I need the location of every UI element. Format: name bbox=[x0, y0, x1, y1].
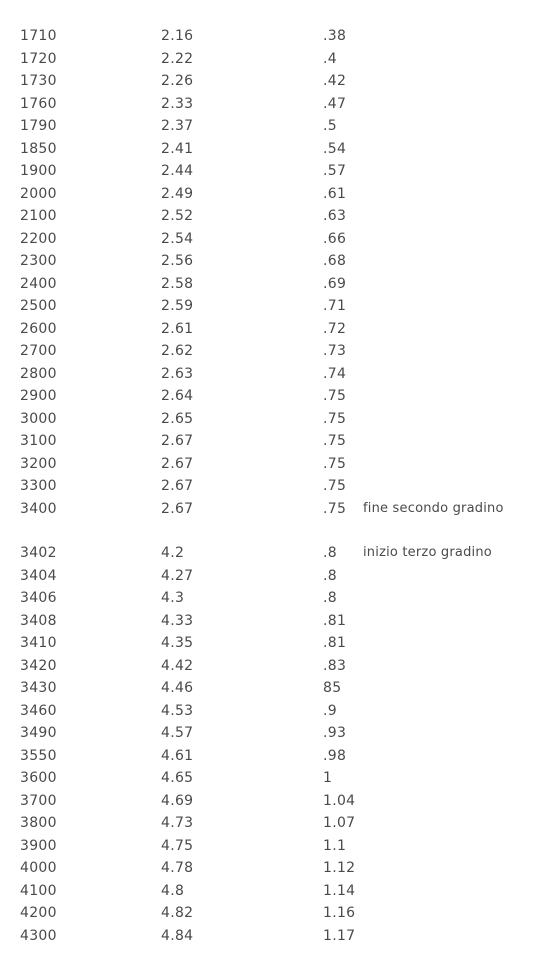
value-col-3: .81 bbox=[323, 635, 347, 651]
value-col-2: 2.67 bbox=[161, 433, 194, 449]
value-col-1: 2400 bbox=[20, 275, 57, 292]
value-col-2: 2.37 bbox=[161, 118, 194, 134]
table-row bbox=[0, 565, 534, 588]
value-col-2: 4.27 bbox=[161, 567, 194, 584]
value-col-3: .75 bbox=[323, 500, 347, 517]
table-row bbox=[0, 408, 534, 431]
value-col-1: 1710 bbox=[20, 28, 57, 44]
table-row bbox=[0, 767, 534, 790]
table-row bbox=[0, 228, 534, 251]
value-col-1: 2000 bbox=[20, 185, 57, 202]
table-row bbox=[0, 902, 534, 925]
table-row bbox=[0, 880, 534, 903]
value-col-3: .63 bbox=[323, 208, 347, 224]
value-col-2: 2.67 bbox=[161, 500, 194, 517]
value-col-2: 4.35 bbox=[161, 635, 194, 651]
value-col-1: 3406 bbox=[20, 590, 57, 606]
value-col-1: 1850 bbox=[20, 140, 57, 157]
value-col-3: .8 bbox=[323, 545, 337, 561]
value-col-3: .38 bbox=[323, 28, 347, 44]
table-row bbox=[0, 318, 534, 341]
value-col-3: .75 bbox=[323, 478, 347, 494]
value-col-3: .57 bbox=[323, 163, 347, 179]
value-col-2: 2.59 bbox=[161, 298, 194, 314]
value-col-1: 1720 bbox=[20, 50, 57, 67]
value-col-2: 2.56 bbox=[161, 253, 194, 269]
value-col-1: 4300 bbox=[20, 927, 57, 944]
value-col-1: 2500 bbox=[20, 298, 57, 314]
value-col-3: .8 bbox=[323, 567, 337, 584]
value-col-1: 3404 bbox=[20, 567, 57, 584]
value-col-3: .81 bbox=[323, 612, 347, 629]
value-col-2: 2.16 bbox=[161, 28, 194, 44]
value-col-1: 3700 bbox=[20, 792, 57, 809]
value-col-3: 1.12 bbox=[323, 860, 356, 876]
table-row bbox=[0, 498, 534, 521]
table-row bbox=[0, 205, 534, 228]
value-col-3: 1 bbox=[323, 770, 333, 786]
table-row bbox=[0, 857, 534, 880]
table-row bbox=[0, 745, 534, 768]
value-col-1: 3430 bbox=[20, 680, 57, 696]
table-row bbox=[0, 925, 534, 948]
value-col-2: 4.8 bbox=[161, 882, 185, 899]
value-col-2: 2.62 bbox=[161, 343, 194, 359]
value-col-3: .54 bbox=[323, 140, 347, 157]
value-col-3: .72 bbox=[323, 320, 347, 337]
table-row bbox=[0, 655, 534, 678]
value-col-3: .93 bbox=[323, 725, 347, 741]
value-col-1: 3460 bbox=[20, 702, 57, 719]
value-col-3: .71 bbox=[323, 298, 347, 314]
table-row bbox=[0, 835, 534, 858]
table-row bbox=[0, 115, 534, 138]
value-col-1: 2900 bbox=[20, 388, 57, 404]
value-col-2: 4.33 bbox=[161, 612, 194, 629]
value-col-2: 2.61 bbox=[161, 320, 194, 337]
table-row bbox=[0, 273, 534, 296]
value-col-2: 2.67 bbox=[161, 455, 194, 472]
table-row bbox=[0, 812, 534, 835]
table-row bbox=[0, 610, 534, 633]
value-col-3: .66 bbox=[323, 230, 347, 247]
value-col-1: 3100 bbox=[20, 433, 57, 449]
value-col-2: 2.49 bbox=[161, 185, 194, 202]
value-col-3: .68 bbox=[323, 253, 347, 269]
value-col-2: 4.46 bbox=[161, 680, 194, 696]
value-col-2: 2.52 bbox=[161, 208, 194, 224]
value-col-2: 4.2 bbox=[161, 545, 185, 561]
value-col-2: 2.22 bbox=[161, 50, 194, 67]
table-row bbox=[0, 790, 534, 813]
value-col-3: .73 bbox=[323, 343, 347, 359]
value-col-3: .75 bbox=[323, 410, 347, 427]
value-col-1: 2800 bbox=[20, 365, 57, 382]
value-col-1: 3490 bbox=[20, 725, 57, 741]
table-row bbox=[0, 250, 534, 273]
value-col-1: 1730 bbox=[20, 73, 57, 89]
value-col-3: 1.04 bbox=[323, 792, 356, 809]
value-col-2: 2.65 bbox=[161, 410, 194, 427]
value-col-3: .61 bbox=[323, 185, 347, 202]
value-col-2: 2.41 bbox=[161, 140, 194, 157]
table-row bbox=[0, 722, 534, 745]
value-col-1: 3300 bbox=[20, 478, 57, 494]
value-col-3: 1.14 bbox=[323, 882, 356, 899]
value-col-3: .5 bbox=[323, 118, 337, 134]
table-row bbox=[0, 183, 534, 206]
table-row bbox=[0, 295, 534, 318]
value-col-2: 4.57 bbox=[161, 725, 194, 741]
value-col-3: 1.17 bbox=[323, 927, 356, 944]
value-col-2: 2.54 bbox=[161, 230, 194, 247]
value-col-1: 3400 bbox=[20, 500, 57, 517]
value-col-3: 85 bbox=[323, 680, 342, 696]
row-note: inizio terzo gradino bbox=[363, 545, 492, 560]
value-col-1: 4000 bbox=[20, 860, 57, 876]
value-col-1: 1790 bbox=[20, 118, 57, 134]
table-row bbox=[0, 587, 534, 610]
value-col-1: 2100 bbox=[20, 208, 57, 224]
table-group-first bbox=[0, 25, 534, 520]
value-col-1: 4100 bbox=[20, 882, 57, 899]
value-col-1: 3550 bbox=[20, 747, 57, 764]
value-col-3: .47 bbox=[323, 95, 347, 112]
table-row bbox=[0, 385, 534, 408]
value-col-2: 4.53 bbox=[161, 702, 194, 719]
value-col-1: 2200 bbox=[20, 230, 57, 247]
value-col-3: .74 bbox=[323, 365, 347, 382]
table-row bbox=[0, 48, 534, 71]
value-col-2: 4.82 bbox=[161, 905, 194, 921]
value-col-2: 2.63 bbox=[161, 365, 194, 382]
value-col-3: .75 bbox=[323, 433, 347, 449]
value-col-1: 3600 bbox=[20, 770, 57, 786]
value-col-1: 3900 bbox=[20, 837, 57, 854]
value-col-2: 4.78 bbox=[161, 860, 194, 876]
row-note: fine secondo gradino bbox=[363, 500, 504, 516]
value-col-1: 2700 bbox=[20, 343, 57, 359]
value-col-3: 1.16 bbox=[323, 905, 356, 921]
value-col-2: 4.42 bbox=[161, 657, 194, 674]
value-col-2: 2.64 bbox=[161, 388, 194, 404]
value-col-3: .75 bbox=[323, 388, 347, 404]
value-col-3: .83 bbox=[323, 657, 347, 674]
table-row bbox=[0, 453, 534, 476]
table-row bbox=[0, 542, 534, 565]
table-row bbox=[0, 363, 534, 386]
table-row bbox=[0, 25, 534, 48]
value-col-2: 2.33 bbox=[161, 95, 194, 112]
value-col-3: 1.1 bbox=[323, 837, 347, 854]
value-col-3: .4 bbox=[323, 50, 337, 67]
value-col-1: 2300 bbox=[20, 253, 57, 269]
table-row bbox=[0, 340, 534, 363]
table-row bbox=[0, 160, 534, 183]
value-col-1: 3200 bbox=[20, 455, 57, 472]
value-col-2: 4.69 bbox=[161, 792, 194, 809]
value-col-1: 3402 bbox=[20, 545, 57, 561]
value-col-3: .42 bbox=[323, 73, 347, 89]
value-col-1: 3800 bbox=[20, 815, 57, 831]
value-col-1: 4200 bbox=[20, 905, 57, 921]
table-row bbox=[0, 632, 534, 655]
value-col-3: .75 bbox=[323, 455, 347, 472]
table-group-second bbox=[0, 542, 534, 947]
value-col-1: 3000 bbox=[20, 410, 57, 427]
value-col-2: 4.84 bbox=[161, 927, 194, 944]
table-row bbox=[0, 475, 534, 498]
value-col-2: 2.67 bbox=[161, 478, 194, 494]
value-col-1: 1760 bbox=[20, 95, 57, 112]
value-col-1: 3408 bbox=[20, 612, 57, 629]
value-col-3: .98 bbox=[323, 747, 347, 764]
value-col-3: .9 bbox=[323, 702, 337, 719]
table-row bbox=[0, 677, 534, 700]
value-col-3: .8 bbox=[323, 590, 337, 606]
value-col-1: 3410 bbox=[20, 635, 57, 651]
value-col-2: 4.3 bbox=[161, 590, 185, 606]
value-col-1: 3420 bbox=[20, 657, 57, 674]
value-col-2: 4.61 bbox=[161, 747, 194, 764]
value-col-3: .69 bbox=[323, 275, 347, 292]
value-col-2: 4.65 bbox=[161, 770, 194, 786]
table-row bbox=[0, 430, 534, 453]
value-col-2: 4.75 bbox=[161, 837, 194, 854]
value-col-1: 2600 bbox=[20, 320, 57, 337]
table-row bbox=[0, 70, 534, 93]
value-col-3: 1.07 bbox=[323, 815, 356, 831]
table-row bbox=[0, 93, 534, 116]
value-col-1: 1900 bbox=[20, 163, 57, 179]
value-col-2: 4.73 bbox=[161, 815, 194, 831]
value-col-2: 2.44 bbox=[161, 163, 194, 179]
table-row bbox=[0, 700, 534, 723]
value-col-2: 2.58 bbox=[161, 275, 194, 292]
table-row bbox=[0, 138, 534, 161]
value-col-2: 2.26 bbox=[161, 73, 194, 89]
